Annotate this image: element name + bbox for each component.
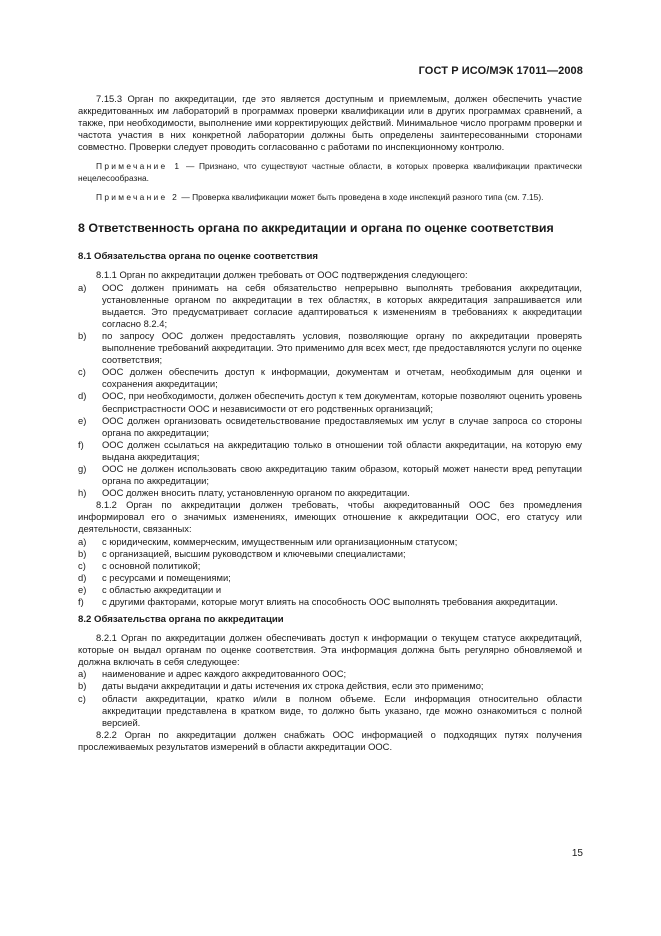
list-marker: b) xyxy=(78,680,87,692)
list-item-text: наименование и адрес каждого аккредитованного ООС; xyxy=(102,668,347,680)
paragraph-7-15-3: 7.15.3 Орган по аккредитации, где это является доступным и приемлемым, должен обеспечить участие аккредитованных им лабораторий в программах проверки квалификации или в других программах сравнений, а также, при необходимости, выполнение ими корректирующих действий. Минимальное число программ проверки и частота участия в них конкретной лаборатории должны быть определены заинтересованными сторонами совместно. Проверки следует проводить согласованно с работами по инспекционному контролю. xyxy=(78,93,582,153)
note-2 xyxy=(78,192,582,204)
list-marker: c) xyxy=(78,692,86,704)
list-marker: a) xyxy=(78,535,87,547)
paragraph-8-1-1: 8.1.1 Орган по аккредитации должен требовать от ООС подтверждения следующего: xyxy=(96,269,468,281)
list-item xyxy=(78,548,582,560)
list-item-text: ООС должен принимать на себя обязательство непрерывно выполнять требования аккредитации, установленные органом по аккредитации в тех областях, в которых аккредитация запрашивается или выдается. Это предусматривает согласие адаптироваться к изменениям в требованиях к аккредитации согласно 8.2.4; xyxy=(102,281,582,329)
standard-header: ГОСТ Р ИСО/МЭК 17011—2008 xyxy=(418,65,583,77)
list-item xyxy=(78,415,582,439)
list-item-text: с юридическим, коммерческим, имущественным или организационным статусом; xyxy=(102,535,458,547)
list-8-2-1 xyxy=(78,668,582,728)
list-item-text: ООС не должен использовать свою аккредитацию таким образом, который может нанести вред репутации органа по аккредитации; xyxy=(102,462,582,487)
list-item xyxy=(78,366,582,390)
list-item-text: ООС должен организовать освидетельствование предоставляемых им услуг в случае запроса со стороны органа по аккредитации; xyxy=(102,414,582,438)
list-item xyxy=(78,693,582,729)
page-number: 15 xyxy=(571,848,583,859)
list-item xyxy=(78,584,582,596)
list-item-text: ООС должен обеспечить доступ к информации, документам и отчетам, необходимым для оценки и сохранения аккредитации; xyxy=(102,366,582,390)
list-marker: h) xyxy=(78,487,87,499)
list-item xyxy=(78,560,582,572)
list-item xyxy=(78,572,582,584)
list-marker: e) xyxy=(78,414,87,426)
note-1-label: Примечание 1 xyxy=(96,161,182,172)
list-marker: b) xyxy=(78,329,87,341)
list-marker: e) xyxy=(78,583,87,595)
page-content xyxy=(78,93,582,753)
list-item xyxy=(78,680,582,692)
list-item xyxy=(78,487,582,499)
note-2-text: — Проверка квалификации может быть проведена в ходе инспекций разного типа (см. 7.15). xyxy=(179,192,544,203)
note-1 xyxy=(78,161,582,184)
list-item xyxy=(78,536,582,548)
list-item xyxy=(78,439,582,463)
list-marker: c) xyxy=(78,366,86,378)
note-2-label: Примечание 2 xyxy=(96,192,180,203)
list-item-text: области аккредитации, кратко и/или в полном объеме. Если информация относительно области аккредитации представлена в кратком виде, то должно быть указано, где можно ознакомиться с полной версией. xyxy=(102,692,582,728)
list-marker: d) xyxy=(78,571,87,583)
section-8-title: 8 Ответственность органа по аккредитации и органа по оценке соответствия xyxy=(78,220,554,235)
list-item-text: даты выдачи аккредитации и даты истечения их строка действия, если это применимо; xyxy=(102,680,484,692)
paragraph-8-1-2: 8.1.2 Орган по аккредитации должен требовать, чтобы аккредитованный ООС без промедления информировал его о значимых изменениях, имеющих отношение к аккредитации ООС, его статусу или деятельности, связанных: xyxy=(78,499,582,535)
paragraph-8-2-1: 8.2.1 Орган по аккредитации должен обеспечивать доступ к информации о текущем статусе аккредитаций, которые он выдал органам по оценке соответствия. Эта информация должна быть регулярно обновляемой и должна включать в себя следующее: xyxy=(78,632,582,668)
list-item-text: с основной политикой; xyxy=(102,559,201,571)
list-item-text: ООС должен вносить плату, установленную органом по аккредитации. xyxy=(102,487,410,499)
list-item xyxy=(78,390,582,414)
subsection-8-1-title: 8.1 Обязательства органа по оценке соответствия xyxy=(78,251,319,263)
list-marker: f) xyxy=(78,438,84,450)
list-marker: f) xyxy=(78,596,84,607)
list-8-1-1 xyxy=(78,282,582,500)
list-item-text: ООС, при необходимости, должен обеспечить доступ к тем документам, которые позволяют оценить уровень беспристрастности ООС и независимости от его родственных организаций; xyxy=(102,390,582,414)
list-item xyxy=(78,330,582,366)
list-item-text: с ресурсами и помещениями; xyxy=(102,571,231,583)
list-marker: b) xyxy=(78,547,87,559)
list-marker: a) xyxy=(78,281,87,293)
list-item xyxy=(78,596,582,608)
list-item-text: с другими факторами, которые могут влиять на способность ООС выполнять требования аккредитации. xyxy=(102,596,558,607)
list-item-text: ООС должен ссылаться на аккредитацию только в отношении той области аккредитации, на которую ему выдана аккредитация; xyxy=(102,438,582,462)
list-item xyxy=(78,282,582,330)
list-marker: a) xyxy=(78,668,87,680)
list-item-text: по запросу ООС должен предоставлять условия, позволяющие органу по аккредитации проверять выполнение требований аккредитации. Это применимо для всех мест, где предоставляются услуги по оценке соответствия; xyxy=(102,329,582,366)
list-item xyxy=(78,668,582,680)
list-item xyxy=(78,463,582,487)
paragraph-8-2-2: 8.2.2 Орган по аккредитации должен снабжать ООС информацией о подходящих путях получения прослеживаемых результатов измерений в области аккредитации ООС. xyxy=(78,728,582,752)
list-marker: d) xyxy=(78,390,87,402)
list-marker: c) xyxy=(78,559,86,571)
list-item-text: с организацией, высшим руководством и ключевыми специалистами; xyxy=(102,547,406,559)
list-marker: g) xyxy=(78,462,87,474)
subsection-8-2-title: 8.2 Обязательства органа по аккредитации xyxy=(78,614,284,626)
list-8-1-2 xyxy=(78,536,582,609)
list-item-text: с областью аккредитации и xyxy=(102,583,222,595)
note-1-text: — Признано, что существуют частные области, в которых проверка квалификации практически нецелесообразна. xyxy=(78,161,582,183)
